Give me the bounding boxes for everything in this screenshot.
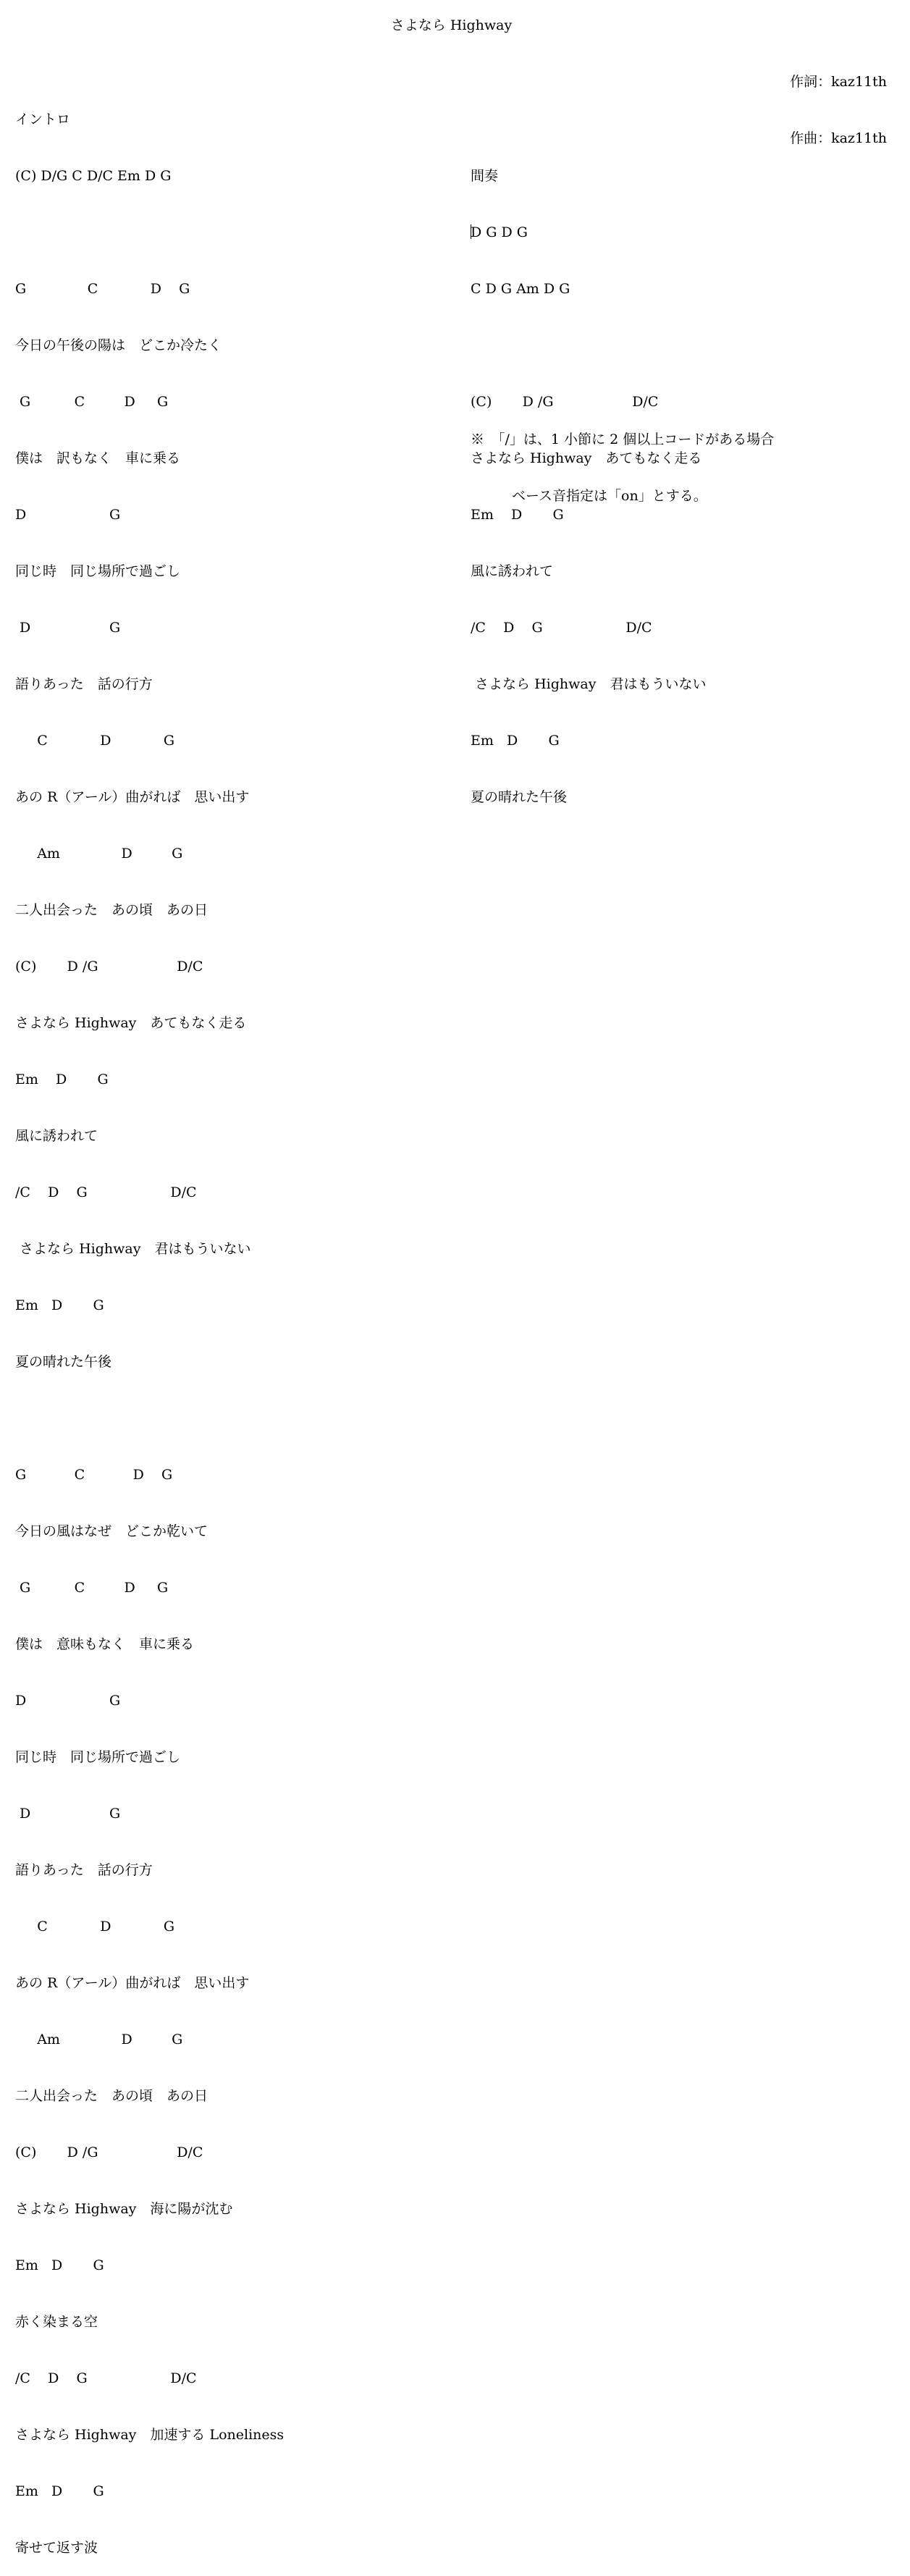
chord-line: (C) D /G D/C: [15, 2144, 203, 2160]
chord-line: /C D G D/C: [15, 2370, 197, 2386]
lyric-line: 同じ時 同じ場所で過ごし: [15, 563, 181, 579]
lyric-line: 風に誘われて: [471, 563, 554, 579]
chord-line: D G: [15, 507, 121, 523]
section-label-interlude: 間奏: [471, 168, 499, 184]
chord-line: /C D G D/C: [15, 1184, 197, 1200]
lyric-line: 寄せて返す波: [15, 2540, 98, 2556]
chord-line: G C D G: [15, 394, 169, 410]
chord-line: D G: [15, 620, 121, 636]
chord-line: Em D G: [471, 507, 564, 523]
lyric-line: さよなら Highway 君はもういない: [471, 676, 707, 692]
chord-line: (C) D /G D/C: [471, 394, 659, 410]
lyric-line: 今日の風はなぜ どこか乾いて: [15, 1523, 208, 1539]
lyric-line: 同じ時 同じ場所で過ごし: [15, 1749, 181, 1765]
lyric-line: 夏の晴れた午後: [471, 789, 568, 805]
chord-line: D G D G: [471, 224, 528, 240]
blank-line: [15, 223, 450, 242]
lyric-line: 今日の午後の陽は どこか冷たく: [15, 337, 222, 353]
lyric-line: あの R（アール）曲がれば 思い出す: [15, 1975, 250, 1991]
lyric-line: 僕は 意味もなく 車に乗る: [15, 1636, 195, 1652]
lyric-line: さよなら Highway 加速する Loneliness: [15, 2427, 285, 2443]
chord-line: D G: [15, 1693, 121, 1709]
song-title: さよなら Highway: [390, 17, 513, 33]
lyric-line: 赤く染まる空: [15, 2314, 98, 2330]
footnote-line: ベース音指定は「on」とする。: [471, 488, 707, 504]
footnote: [471, 392, 898, 524]
chord-line: Am D G: [15, 846, 183, 862]
lyric-line: 語りあった 話の行方: [15, 676, 153, 692]
chord-line: G C D G: [15, 1580, 169, 1596]
lyric-line: さよなら Highway あてもなく走る: [15, 1015, 247, 1031]
chord-line: C D G: [15, 1919, 175, 1935]
lyric-line: 風に誘われて: [15, 1128, 98, 1144]
lyric-line: さよなら Highway あてもなく走る: [471, 450, 702, 466]
chord-line: (C) D /G D/C: [15, 959, 203, 975]
chord-line: G C D G: [15, 281, 190, 297]
section-label-intro: イントロ: [15, 111, 71, 127]
lyric-line: あの R（アール）曲がれば 思い出す: [15, 789, 250, 805]
chord-line: D G: [15, 1806, 121, 1822]
lyric-line: 二人出会った あの頃 あの日: [15, 902, 208, 918]
chord-line: Am D G: [15, 2032, 183, 2047]
lyric-line: 語りあった 話の行方: [15, 1862, 153, 1878]
composer-credit: 作曲：kaz11th: [790, 130, 887, 146]
chord-line: G C D G: [15, 1467, 173, 1483]
footnote-line: ※ 「/」は、1 小節に 2 個以上コードがある場合: [471, 432, 775, 447]
lyric-line: 僕は 訳もなく 車に乗る: [15, 450, 181, 466]
chord-line: Em D G: [471, 733, 560, 749]
lyric-line: 夏の晴れた午後: [15, 1354, 112, 1370]
chord-line: Em D G: [15, 1072, 109, 1087]
chord-line: Em D G: [15, 1297, 104, 1313]
chord-line: (C) D/G C D/C Em D G: [15, 168, 172, 184]
chord-line: /C D G D/C: [471, 620, 652, 636]
chord-line: Em D G: [15, 2483, 104, 2499]
chord-line-with-cursor[interactable]: [471, 223, 905, 242]
lyric-line: さよなら Highway 海に陽が沈む: [15, 2201, 233, 2217]
blank-line: [471, 336, 905, 355]
chord-line: C D G Am D G: [471, 281, 570, 297]
chord-line: Em D G: [15, 2257, 104, 2273]
lyric-line: 二人出会った あの頃 あの日: [15, 2088, 208, 2104]
chord-line: C D G: [15, 733, 175, 749]
blank-line: [15, 1409, 450, 1428]
lyricist-credit: 作詞：kaz11th: [790, 74, 887, 90]
left-column: [15, 72, 450, 2576]
lyric-line: さよなら Highway 君はもういない: [15, 1241, 251, 1257]
